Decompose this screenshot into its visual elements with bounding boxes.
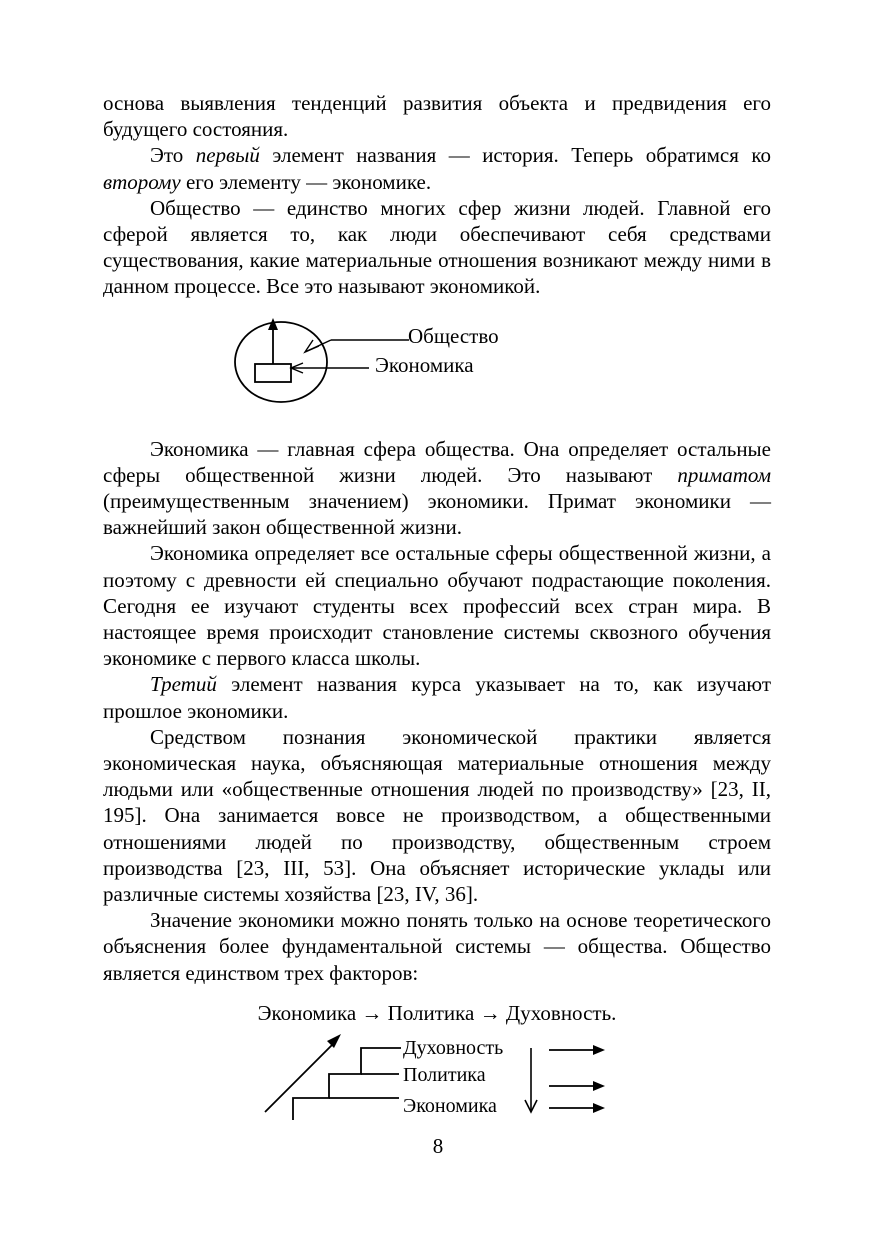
paragraph-2-italic-first: первый (195, 143, 260, 168)
economy-box (255, 364, 291, 382)
paragraph-3: Общество — единство многих сфер жизни людей. Главной его сферой является то, как люди обеспечивают себя средствами существования, какие материальные отношения возникают между ними в данном процессе. Все это называют экономикой. (103, 195, 771, 299)
paragraph-2-text-a: Это (150, 143, 196, 168)
paragraph-2 (103, 142, 771, 194)
paragraph-2-text-c: элемент названия — история. Теперь обратимся ко (259, 143, 771, 168)
paragraph-6 (103, 671, 771, 723)
label-spirituality: Духовность (403, 1036, 504, 1059)
label-economy: Экономика (375, 352, 474, 377)
society-economy-diagram-svg (233, 314, 533, 426)
right-arrow-3-head (593, 1103, 605, 1113)
paragraph-4-text-c: (преимущественным значением) экономики. Примат экономики — важнейший закон общественной жизни. (103, 489, 771, 540)
diagonal-growth-arrow-line (265, 1042, 335, 1112)
label-society: Общество (408, 323, 499, 348)
paragraph-6-text-b: элемент названия курса указывает на то, как изучают прошлое экономики. (103, 672, 771, 723)
page-body (103, 90, 771, 1126)
paragraph-4 (103, 436, 771, 541)
paragraph-6-italic-third: Третий (150, 672, 217, 697)
right-arrow-2-head (593, 1081, 605, 1091)
society-economy-diagram (103, 300, 771, 436)
factors-formula: Экономика → Политика → Духовность. (257, 1000, 617, 1025)
paragraph-8: Значение экономики можно понять только на основе теоретического объяснения более фундаментальной системы — общества. Общество является единством трех факторов: (103, 908, 771, 985)
paragraph-1: основа выявления тенденций развития объекта и предвидения его будущего состояния. (103, 91, 771, 142)
paragraph-2-text-e: его элементу — экономике. (180, 169, 432, 194)
label-politics: Политика (403, 1063, 486, 1086)
factors-diagram-svg (263, 1030, 623, 1126)
page-number: 8 (432, 1134, 444, 1158)
factors-diagram (103, 1026, 771, 1126)
paragraph-7: Средством познания экономической практики является экономическая наука, объясняющая материальные отношения между людьми или «общественные отношения людей по производству» [23, II, 195]. Она занимается вовсе не производством, а общественными отношениями людей по производству, общественным строем производства [23, III, 53]. Она объясняет исторические уклады или различные системы хозяйства [23, IV, 36]. (103, 724, 771, 907)
staircase-steps (293, 1048, 401, 1120)
paragraph-5: Экономика определяет все остальные сферы общественной жизни, а поэтому с древности ей специально обучают подрастающие поколения. Сегодня ее изучают студенты всех профессий всех стран мира. В настоящее время происходит становление системы сквозного обучения экономике с первого класса школы. (103, 541, 771, 671)
paragraph-4-italic-primacy: приматом (677, 462, 771, 487)
label-economy-factor: Экономика (403, 1094, 497, 1117)
paragraph-2-italic-second: второму (103, 169, 181, 194)
right-arrow-1-head (593, 1045, 605, 1055)
paragraph-4-text-a: Экономика — главная сфера общества. Она определяет остальные сферы общественной жизни людей. Это называют (103, 436, 771, 487)
society-ellipse (235, 322, 327, 402)
diagonal-growth-arrow-head (327, 1034, 341, 1048)
